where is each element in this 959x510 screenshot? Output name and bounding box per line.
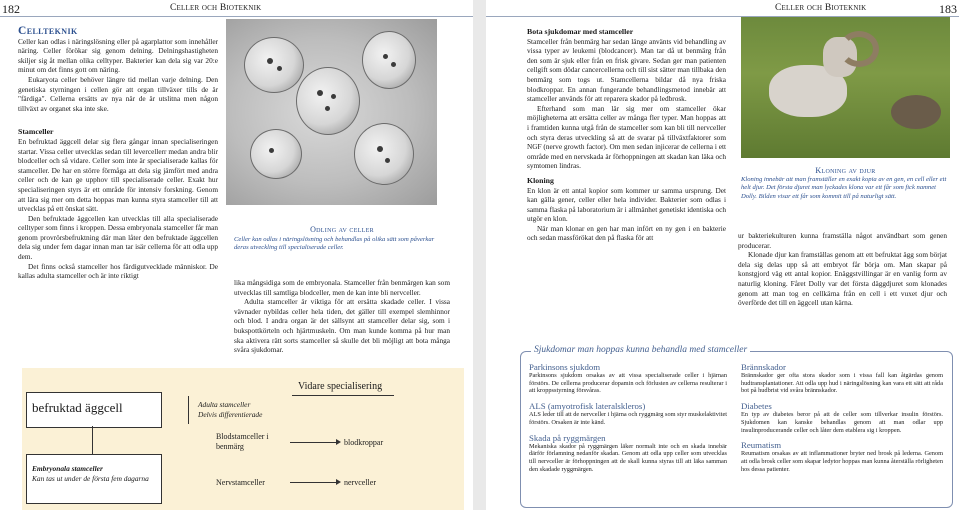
adult-stemcells-title: Adulta stamceller — [198, 400, 251, 409]
right-text-column — [527, 27, 726, 243]
left-page-number: 182 — [2, 2, 20, 16]
disease-heading: Brännskador — [741, 362, 786, 372]
paragraph: En klon är ett antal kopior som kommer ur samma ursprung. Det kan gälla gener, celler eller hela individer. Bakterier som odlas i samma flaska på laboratorium är i allmänhet genetiskt identiska och utgör en klon. — [527, 185, 726, 224]
paragraph: Efterhand som man lär sig mer om stamceller ökar möjligheterna att ersätta celler av många fler typer. Man hoppas att i framtiden kunna utgå från de stamceller som kan bli till nervceller och styra deras utveckling så att de svarar på tillväxtfaktorer som NGF (nerve growth factor). Om men sedan injicerar de cellerna i ett område med en nervskada är förhoppningen att skadan kan läka och symtomen lindras. — [527, 103, 726, 171]
nerve-cells-label: nervceller — [344, 478, 376, 487]
arrow-blood-head — [336, 439, 341, 445]
sheep-photo — [741, 17, 950, 158]
adult-bracket — [188, 396, 189, 424]
arrow-nerve-head — [336, 479, 341, 485]
further-specialisation-label: Vidare specialisering — [298, 381, 383, 392]
disease-heading: Diabetes — [741, 401, 772, 412]
section-title-cellteknik: Cellteknik — [18, 25, 78, 37]
left-header-rule — [0, 16, 473, 17]
adult-stemcells-subtitle: Delvis differentierade — [198, 410, 263, 419]
disease-heading: ALS (amyotrofisk lateralskleros) — [529, 401, 646, 412]
embryonic-title: Embryonala stamceller — [32, 464, 103, 473]
paragraph: Celler kan odlas i näringslösning eller på agarplattor som innehåller näring. Celler förökar sig genom delning. Delningshastigheten skiljer sig åt mellan olika celltyper. Bakterier kan dela sig var 20:e minut om det finns gott om näring. — [18, 36, 218, 75]
connector-egg-to-embryonic — [92, 426, 93, 454]
sheep-horn — [839, 31, 879, 67]
second-sheep — [891, 95, 941, 129]
disease-heading: Parkinsons sjukdom — [529, 362, 601, 372]
right-page-number: 183 — [939, 2, 957, 16]
paragraph: ur bakteriekulturen kunna framställa något användbart som genen producerar. — [738, 231, 947, 250]
paragraph: En befruktad äggcell delar sig flera gångar innan specialiseringen startar. Vissa celler utvecklas sedan till levercellerr medan andra blir blodceller och så vidare. Celler som inte är specialiserade kallas för stamceller. De har en större förmåga att dela sig jämfört med andra celler och de kan ge upphov till specialiserade celler. Exakt hur specialiseringen styrs är ett område för intensiv forskning. Genom att lära sig mer om detta hoppas man kunna styra stamceller till att utvecklas på ett önskat sätt. — [18, 136, 218, 214]
page-spine — [473, 0, 486, 510]
diseases-infobox — [520, 345, 953, 508]
infobox-left-column — [529, 362, 727, 473]
paragraph: Eukaryota celler behöver längre tid mellan varje delning. Den genetiska styrningen i cellen gör att organ tillväxer tills de är "färdiga". Cellerna ersätts av nya när de är utslitna men någon tillväxt av organet ska inte ske. — [18, 74, 218, 113]
stem-cell-diagram — [22, 368, 464, 510]
paragraph: När man klonar en gen har man infört en ny gen i en bakterie och sedan massförökat den på flaska för att — [527, 223, 726, 243]
paragraph: lika mångsidiga som de embryonala. Stamceller från benmärgen kan som utvecklas till samtliga blodceller, men de kan inte bli nervceller. — [234, 278, 450, 297]
arrow-blood — [290, 442, 336, 443]
disease-text: En typ av diabetes beror på att de celler som tillverkar insulin förstörs. Sjukdomen kan kanske behandlas genom att man odlar upp insulinproducerande celler och låter dem etablera sig i kroppen. — [741, 411, 943, 434]
left-running-title: Celler och Bioteknik — [170, 3, 262, 13]
disease-text: Brännskador ger ofta stora skador som i vissa fall kan åtgärdas genom hudtransplantationer. Att odla upp hud i näringslösning kan vara ett sätt att råda bot på hudbrist vid svåra brännskador. — [741, 372, 943, 395]
disease-text: ALS leder till att de nervceller i hjärna och ryggmärg som styr muskelaktivitet förstörs. Orsaken är inte känd. — [529, 411, 727, 426]
disease-text: Reumatism orsakas av att inflammationer bryter ned brosk på lederna. Genom att odla brosk celler som skapar ledytor hoppas man kunna återställa rörligheten hos dessa patienter. — [741, 450, 943, 473]
paragraph: Det finns också stamceller hos färdigutvecklade människor. De kallas adulta stamceller och är inte riktigt — [18, 261, 218, 281]
arrow-nerve — [290, 482, 336, 483]
far-right-text-column — [738, 231, 947, 308]
paragraph: Klonade djur kan framställas genom att ett befruktat ägg som börjat dela sig delas upp så att embryot får börja om. Man skapar på konstgjord väg ett antal kopior. Enäggstvillingar är en vanlig form av naturlig kloning. Fåret Dolly var det första däggdjuret som klonades genom att man tog en cellkärna från en cell i ett vuxet djur och överförde det till en äggcell utan kärna. — [738, 250, 947, 308]
disease-heading: Reumatism — [741, 440, 782, 451]
cloning-caption: Kloning innebär att man framställer en exakt kopia av en gen, en cell eller ett helt djur. Det första djuret man lyckades klona var ett får som fick namnet Dolly. Bilden visar ett får som kommit till på naturligt sätt. — [741, 176, 947, 200]
heading-kloning: Kloning — [527, 175, 554, 185]
heading-stamceller: Stamceller — [18, 127, 54, 137]
blood-cells-label: blodkroppar — [344, 438, 384, 447]
right-running-title: Celler och Bioteknik — [775, 3, 867, 13]
cell-culture-caption-title: Odling av celler — [310, 225, 374, 234]
nerve-stemcells-label: Nervstamceller — [216, 478, 265, 487]
cell-culture-caption: Celler kan odlas i näringslösning och behandlas på olika sätt som påverkar deras utveckling till specialiserade celler. — [234, 236, 435, 252]
middle-text-column — [234, 278, 450, 355]
disease-heading: Skada på ryggmärgen — [529, 432, 606, 443]
cloning-caption-title: Kloning av djur — [815, 166, 876, 175]
blood-stemcells-label: Blodstamceller i benmärg — [216, 432, 269, 451]
further-specialisation-underline — [292, 395, 394, 396]
paragraph: Adulta stamceller är viktiga för att ersätta skadade celler. I vissa vävnader nybildas celler hela tiden, det gäller till exempel slemhinnor och blod. I andra organ är det sällsynt att stamceller delar sig, som i bukspottkörteln och hjärtmuskeln. Om man kunde komma på hur man ska aktivera rätt sorts stamceller så skulle det bli möjligt att bota många svåra sjukdomar. — [234, 297, 450, 355]
infobox-right-column — [741, 362, 943, 473]
paragraph: Den befruktade äggcellen kan utvecklas till alla specialiserade celltyper som finns i kroppen. Dessa embryonala stamceller får man genom provrörsbefruktning där man låter den befruktade äggcellen dela sig under fem dagar innan man tar isär cellerna för att odla upp dem. — [18, 213, 218, 262]
disease-text: Mekaniska skador på ryggmärgen läker normalt inte och en skada innebär därför förlamning nedanför skadan. Genom att odla upp celler som utvecklas till nervceller är förhoppningen att de skall kunna styras till att läka samman den skadade ryggmärgen. — [529, 442, 727, 473]
paragraph: Stamceller från benmärg har sedan länge använts vid behandling av vissa typer av leukemi (blodcancer). Man tar då ut benmärg från den som är sjuk eller från en frisk givare. Sedan ger man patienten cellgift som dödar cancercellerna och till sist sätter man tillbaka den benmärg som togs ut. Stamcellerna bildar då nya friska blodkroppar. En annan fungerande behandlingsmetod innebär att stamceller används för att reparera skador på ledbrosk. — [527, 36, 726, 104]
heading-bota-sjukdomar: Bota sjukdomar med stamceller — [527, 27, 634, 36]
infobox-title: Sjukdomar man hoppas kunna behandla med stamceller — [531, 345, 750, 355]
embryonic-subtitle: Kan tas ut under de första fem dagarna — [32, 474, 149, 483]
left-text-column — [18, 27, 218, 281]
fertilized-egg-label: befruktad äggcell — [32, 400, 123, 415]
cell-culture-photo — [226, 19, 437, 205]
disease-text: Parkinsons sjukdom orsakas av att vissa specialiserade celler i hjärnan förstörs. De cellerna producerar dopamin och förlusten av cellerna resulterar i att kroppsstyrning försvåras. — [529, 372, 727, 395]
